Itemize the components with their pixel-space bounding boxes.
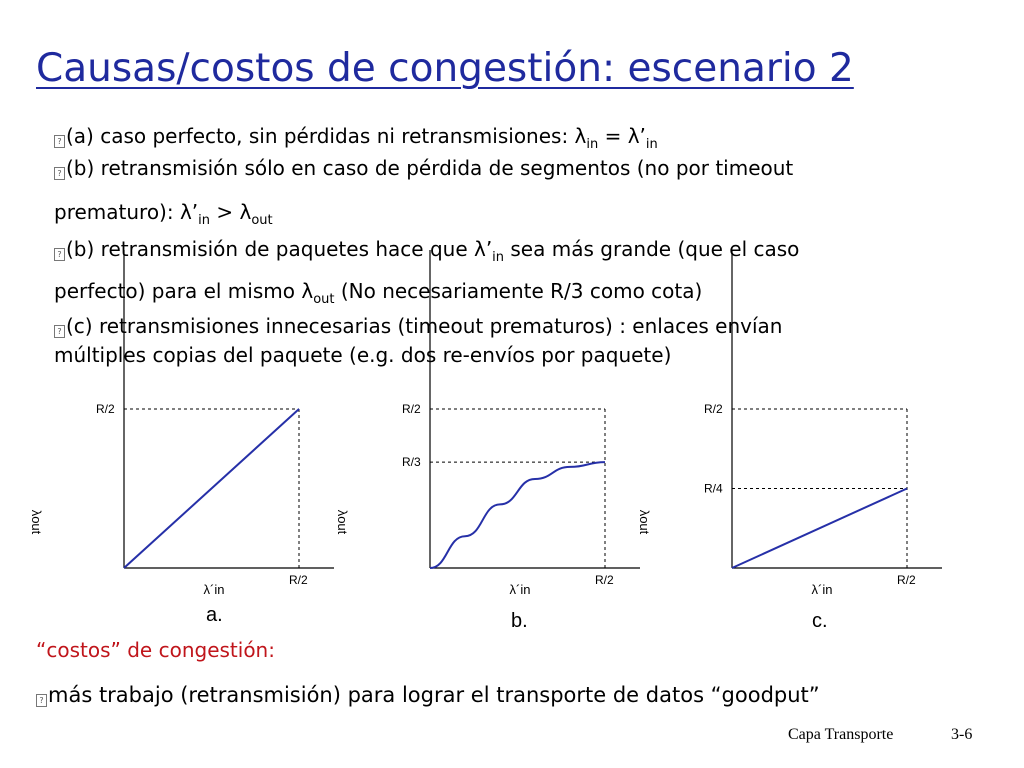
chart-a-x-tick-label: R/2	[289, 573, 308, 587]
chart-a-x-axis-label: λ´in	[203, 582, 225, 597]
bullet-c-line2: múltiples copias del paquete (e.g. dos re-envíos por paquete)	[54, 343, 672, 367]
bullet-icon: ?	[54, 248, 65, 261]
chart-c-x-axis-label: λ´in	[811, 582, 833, 597]
bullet-icon: ?	[36, 694, 47, 707]
chart-b-y-tick-label: R/2	[402, 402, 421, 416]
chart-b-x-axis-label: λ´in	[509, 582, 531, 597]
chart-c-y-axis-label: λout	[637, 509, 652, 535]
bullet-icon: ?	[54, 135, 65, 148]
chart-a-y-axis-label: λout	[29, 509, 44, 535]
chart-b-curve	[430, 462, 605, 568]
chart-c-caption: c.	[812, 610, 828, 632]
bullet-b2-line2: perfecto) para el mismo $\lambda_{out}$ (No necesariamente R/3 como cota)	[54, 279, 703, 307]
chart-c-curve	[732, 489, 907, 569]
bullet-c-line1: ? (c) retransmisiones innecesarias (timeout prematuros) : enlaces envían	[54, 314, 782, 338]
bullet-b1-line1: ? (b) retransmisión sólo en caso de pérdida de segmentos (no por timeout	[54, 156, 793, 180]
chart-b-y-tick-label: R/3	[402, 455, 421, 470]
chart-a-y-tick-label: R/2	[96, 402, 115, 416]
costs-title: “costos” de congestión:	[36, 638, 275, 662]
chart-a-caption: a.	[206, 604, 223, 626]
chart-a-curve	[124, 409, 299, 568]
costs-bullet: ? más trabajo (retransmisión) para lograr el transporte de datos “goodput”	[36, 683, 820, 707]
bullet-b2-line1: ? (b) retransmisión de paquetes hace que $\lambda’_{in}$ sea más grande (que el caso	[54, 237, 799, 270]
chart-c-x-tick-label: R/2	[897, 573, 916, 587]
chart-b-caption: b.	[511, 610, 528, 632]
chart-b-x-tick-label: R/2	[595, 573, 614, 587]
chart-c-y-tick-label: R/4	[704, 481, 723, 496]
bullet-icon: ?	[54, 325, 65, 338]
footer-page-number: 3-6	[951, 726, 973, 743]
slide-title: Causas/costos de congestión: escenario 2	[36, 46, 854, 91]
bullet-b1-line2: prematuro): $\lambda’_{in} > \lambda_{out}$	[54, 200, 273, 228]
chart-c-y-tick-label: R/2	[704, 402, 723, 416]
chart-b-y-axis-label: λout	[335, 509, 350, 535]
bullet-a: ? (a) caso perfecto, sin pérdidas ni retransmisiones: $\lambda_{in}$ = $\lambda’_{in}$	[54, 124, 658, 157]
footer-section: Capa Transporte	[788, 726, 894, 743]
bullet-icon: ?	[54, 167, 65, 180]
